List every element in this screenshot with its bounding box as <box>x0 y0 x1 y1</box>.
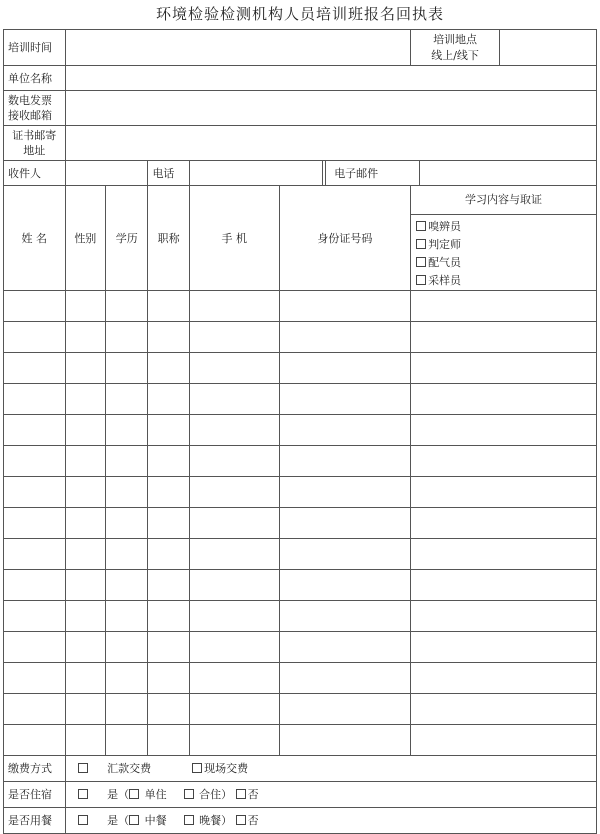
id-number-cell[interactable] <box>279 663 410 694</box>
table-row <box>4 663 597 694</box>
name-cell[interactable] <box>4 632 66 663</box>
invoice-email-field[interactable] <box>65 91 596 126</box>
id-number-cell[interactable] <box>279 601 410 632</box>
table-row <box>4 725 597 756</box>
lodging-shared-label: 合住） <box>199 788 233 801</box>
courses-cell[interactable] <box>411 322 597 353</box>
email-label: 电子邮件 <box>325 161 420 185</box>
training-location-cell <box>411 30 597 66</box>
table-row <box>4 601 597 632</box>
lodging-single-checkbox[interactable] <box>129 789 139 799</box>
title-cell[interactable] <box>148 446 189 477</box>
title-cell[interactable] <box>148 291 189 322</box>
mobile-cell[interactable] <box>189 322 279 353</box>
name-cell[interactable] <box>4 663 66 694</box>
course-option-label: 判定师 <box>428 238 462 251</box>
title-cell[interactable] <box>148 601 189 632</box>
mobile-cell[interactable] <box>189 291 279 322</box>
id-number-cell[interactable] <box>279 570 410 601</box>
courses-cell[interactable] <box>411 384 597 415</box>
education-cell[interactable] <box>106 446 148 477</box>
meal-options <box>65 808 596 834</box>
recipient-row <box>4 161 597 186</box>
title-cell[interactable] <box>148 725 189 756</box>
course-option <box>416 236 596 254</box>
participant-rows <box>4 291 597 756</box>
name-cell[interactable] <box>4 446 66 477</box>
cert-address-label-line1: 证书邮寄 <box>12 129 57 142</box>
table-row <box>4 694 597 725</box>
training-location-label-box <box>411 30 500 65</box>
cert-address-label-line2: 地址 <box>23 144 46 157</box>
name-cell[interactable] <box>4 384 66 415</box>
name-cell[interactable] <box>4 601 66 632</box>
training-location-field[interactable] <box>500 30 596 65</box>
education-cell[interactable] <box>106 694 148 725</box>
courses-cell[interactable] <box>411 663 597 694</box>
course-option-label: 采样员 <box>428 274 462 287</box>
education-cell[interactable] <box>106 632 148 663</box>
payment-options <box>65 756 596 782</box>
recipient-field[interactable] <box>65 161 148 186</box>
gender-cell[interactable] <box>65 694 105 725</box>
mobile-cell[interactable] <box>189 601 279 632</box>
name-cell[interactable] <box>4 694 66 725</box>
id-number-cell[interactable] <box>279 291 410 322</box>
column-header-row <box>4 186 597 291</box>
course-option-checkbox[interactable] <box>416 275 426 285</box>
invoice-email-label <box>4 91 66 126</box>
title-cell[interactable] <box>148 322 189 353</box>
cert-address-row <box>4 126 597 161</box>
lodging-shared-checkbox[interactable] <box>184 789 194 799</box>
title-cell[interactable] <box>148 415 189 446</box>
gender-cell[interactable] <box>65 539 105 570</box>
title-cell[interactable] <box>148 663 189 694</box>
phone-label: 电话 <box>148 161 189 186</box>
id-number-cell[interactable] <box>279 322 410 353</box>
courses-header-title: 学习内容与取证 <box>411 186 596 215</box>
id-number-cell[interactable] <box>279 539 410 570</box>
courses-cell[interactable] <box>411 539 597 570</box>
title-cell[interactable] <box>148 353 189 384</box>
course-option-label: 配气员 <box>428 256 462 269</box>
payment-onsite-label: 现场交费 <box>204 762 249 775</box>
id-number-cell[interactable] <box>279 446 410 477</box>
title-cell[interactable] <box>148 539 189 570</box>
gender-cell[interactable] <box>65 291 105 322</box>
course-option <box>416 254 596 272</box>
invoice-email-label-line2: 接收邮箱 <box>8 109 52 122</box>
gender-cell[interactable] <box>65 446 105 477</box>
mobile-cell[interactable] <box>189 632 279 663</box>
courses-cell[interactable] <box>411 694 597 725</box>
title-cell[interactable] <box>148 694 189 725</box>
payment-remit-label: 汇款交费 <box>107 762 152 775</box>
name-cell[interactable] <box>4 415 66 446</box>
courses-cell[interactable] <box>411 291 597 322</box>
training-location-label: 培训地点 <box>433 32 478 46</box>
form-title: 环境检验检测机构人员培训班报名回执表 <box>155 5 444 23</box>
lodging-yes-checkbox[interactable] <box>78 789 88 799</box>
col-title-header: 职称 <box>148 186 189 291</box>
payment-remit-checkbox[interactable] <box>78 763 88 773</box>
courses-cell[interactable] <box>411 446 597 477</box>
cert-address-label <box>4 126 66 161</box>
col-gender-header: 性别 <box>65 186 105 291</box>
mobile-cell[interactable] <box>189 539 279 570</box>
course-options-list <box>411 215 596 290</box>
training-location-mode: 线上/线下 <box>431 48 479 62</box>
payment-onsite-checkbox[interactable] <box>192 763 202 773</box>
name-cell[interactable] <box>4 539 66 570</box>
course-option-label: 嗅辨员 <box>428 220 462 233</box>
education-cell[interactable] <box>106 539 148 570</box>
table-row <box>4 353 597 384</box>
gender-cell[interactable] <box>65 570 105 601</box>
mobile-cell[interactable] <box>189 384 279 415</box>
cert-address-field[interactable] <box>65 126 596 161</box>
lodging-yes-label: 是（ <box>107 788 130 801</box>
col-education-header: 学历 <box>106 186 148 291</box>
courses-cell[interactable] <box>411 415 597 446</box>
table-row <box>4 539 597 570</box>
meal-row <box>4 808 597 834</box>
gender-cell[interactable] <box>65 384 105 415</box>
meal-dinner-label: 晚餐） <box>199 814 233 827</box>
mobile-cell[interactable] <box>189 477 279 508</box>
invoice-email-label-line1: 数电发票 <box>8 94 52 107</box>
gender-cell[interactable] <box>65 725 105 756</box>
education-cell[interactable] <box>106 322 148 353</box>
gender-cell[interactable] <box>65 601 105 632</box>
unit-name-label: 单位名称 <box>4 66 66 91</box>
education-cell[interactable] <box>106 353 148 384</box>
training-time-row <box>4 30 597 66</box>
courses-cell[interactable] <box>411 725 597 756</box>
lodging-no-checkbox[interactable] <box>236 789 246 799</box>
id-number-cell[interactable] <box>279 353 410 384</box>
meal-lunch-checkbox[interactable] <box>129 815 139 825</box>
courses-cell[interactable] <box>411 632 597 663</box>
training-time-label: 培训时间 <box>4 30 66 66</box>
phone-field[interactable] <box>189 161 322 186</box>
registration-form-table <box>3 29 597 834</box>
email-field[interactable] <box>420 161 596 185</box>
name-cell[interactable] <box>4 322 66 353</box>
table-row <box>4 291 597 322</box>
course-option-checkbox[interactable] <box>416 257 426 267</box>
id-number-cell[interactable] <box>279 384 410 415</box>
meal-label: 是否用餐 <box>4 808 66 834</box>
table-row <box>4 322 597 353</box>
course-option-checkbox[interactable] <box>416 221 426 231</box>
name-cell[interactable] <box>4 725 66 756</box>
courses-cell[interactable] <box>411 353 597 384</box>
mobile-cell[interactable] <box>189 694 279 725</box>
title-cell[interactable] <box>148 508 189 539</box>
mobile-cell[interactable] <box>189 663 279 694</box>
title-cell[interactable] <box>148 384 189 415</box>
gender-cell[interactable] <box>65 508 105 539</box>
table-row <box>4 570 597 601</box>
table-row <box>4 508 597 539</box>
unit-name-field[interactable] <box>65 66 596 91</box>
meal-no-checkbox[interactable] <box>236 815 246 825</box>
lodging-label: 是否住宿 <box>4 782 66 808</box>
invoice-email-row <box>4 91 597 126</box>
col-mobile-header: 手 机 <box>189 186 279 291</box>
education-cell[interactable] <box>106 384 148 415</box>
meal-yes-checkbox[interactable] <box>78 815 88 825</box>
name-cell[interactable] <box>4 353 66 384</box>
gender-cell[interactable] <box>65 415 105 446</box>
lodging-options <box>65 782 596 808</box>
name-cell[interactable] <box>4 508 66 539</box>
title-cell[interactable] <box>148 632 189 663</box>
id-number-cell[interactable] <box>279 632 410 663</box>
education-cell[interactable] <box>106 415 148 446</box>
mobile-cell[interactable] <box>189 508 279 539</box>
title-cell[interactable] <box>148 477 189 508</box>
id-number-cell[interactable] <box>279 694 410 725</box>
course-option <box>416 218 596 236</box>
education-cell[interactable] <box>106 477 148 508</box>
name-cell[interactable] <box>4 291 66 322</box>
gender-cell[interactable] <box>65 353 105 384</box>
table-row <box>4 446 597 477</box>
gender-cell[interactable] <box>65 663 105 694</box>
email-cell <box>323 161 597 186</box>
education-cell[interactable] <box>106 291 148 322</box>
meal-lunch-label: 中餐 <box>144 814 167 827</box>
education-cell[interactable] <box>106 601 148 632</box>
gender-cell[interactable] <box>65 322 105 353</box>
id-number-cell[interactable] <box>279 725 410 756</box>
gender-cell[interactable] <box>65 477 105 508</box>
education-cell[interactable] <box>106 508 148 539</box>
course-option-checkbox[interactable] <box>416 239 426 249</box>
table-row <box>4 415 597 446</box>
title-cell[interactable] <box>148 570 189 601</box>
unit-name-row <box>4 66 597 91</box>
courses-cell[interactable] <box>411 570 597 601</box>
mobile-cell[interactable] <box>189 353 279 384</box>
name-cell[interactable] <box>4 570 66 601</box>
id-number-cell[interactable] <box>279 508 410 539</box>
course-option <box>416 272 596 290</box>
col-courses-header <box>411 186 597 291</box>
courses-cell[interactable] <box>411 508 597 539</box>
recipient-label: 收件人 <box>4 161 66 186</box>
gender-cell[interactable] <box>65 632 105 663</box>
mobile-cell[interactable] <box>189 446 279 477</box>
mobile-cell[interactable] <box>189 570 279 601</box>
id-number-cell[interactable] <box>279 415 410 446</box>
education-cell[interactable] <box>106 570 148 601</box>
table-row <box>4 384 597 415</box>
lodging-single-label: 单住 <box>144 788 167 801</box>
table-row <box>4 632 597 663</box>
courses-cell[interactable] <box>411 601 597 632</box>
mobile-cell[interactable] <box>189 725 279 756</box>
col-id-number-header: 身份证号码 <box>279 186 410 291</box>
meal-dinner-checkbox[interactable] <box>184 815 194 825</box>
name-cell[interactable] <box>4 477 66 508</box>
education-cell[interactable] <box>106 663 148 694</box>
training-time-field[interactable] <box>65 30 410 66</box>
lodging-no-label: 否 <box>247 788 259 801</box>
table-row <box>4 477 597 508</box>
meal-yes-label: 是（ <box>107 814 130 827</box>
col-name-header: 姓 名 <box>4 186 66 291</box>
id-number-cell[interactable] <box>279 477 410 508</box>
payment-label: 缴费方式 <box>4 756 66 782</box>
payment-row <box>4 756 597 782</box>
lodging-row <box>4 782 597 808</box>
mobile-cell[interactable] <box>189 415 279 446</box>
education-cell[interactable] <box>106 725 148 756</box>
courses-cell[interactable] <box>411 477 597 508</box>
meal-no-label: 否 <box>247 814 259 827</box>
